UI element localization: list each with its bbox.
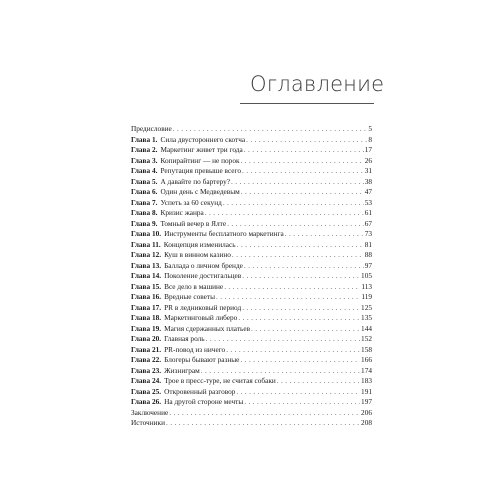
toc-page-number: 197 xyxy=(361,397,372,406)
toc-dot-leader xyxy=(251,324,360,335)
toc-chapter-number: Глава 25. xyxy=(131,386,162,396)
toc-chapter-title: Кризис жанра xyxy=(160,208,204,217)
toc-chapter-title: На другой стороне мечты xyxy=(164,397,244,406)
toc-chapter-title: Маркетинг живет три года xyxy=(160,145,243,154)
toc-dot-leader xyxy=(236,387,360,398)
table-of-contents xyxy=(131,124,372,429)
toc-page-number: 152 xyxy=(361,334,372,343)
toc-page-number: 119 xyxy=(361,292,372,301)
toc-page-number: 47 xyxy=(364,187,372,196)
toc-page-number: 97 xyxy=(364,260,372,270)
toc-page-number: 31 xyxy=(364,166,372,175)
toc-dot-leader xyxy=(173,124,368,135)
toc-dot-leader xyxy=(244,261,364,272)
toc-chapter-number: Глава 5. xyxy=(131,176,158,186)
toc-entry xyxy=(131,366,372,377)
toc-chapter-title: Магия сдержанных платьев xyxy=(164,323,251,333)
toc-entry xyxy=(131,387,372,398)
toc-chapter-title: Главная роль xyxy=(164,334,205,343)
toc-entry xyxy=(131,408,372,419)
toc-chapter-number: Глава 15. xyxy=(131,281,162,291)
toc-chapter-number: Глава 1. xyxy=(131,134,158,144)
toc-chapter-title: Откровенный разговор xyxy=(164,386,236,396)
toc-entry xyxy=(131,250,372,261)
toc-entry xyxy=(131,124,372,135)
toc-page-number: 208 xyxy=(361,418,372,427)
toc-page-number: 8 xyxy=(368,134,372,144)
toc-entry xyxy=(131,198,372,209)
toc-chapter-number: Глава 19. xyxy=(131,323,162,333)
toc-chapter-number: Глава 9. xyxy=(131,218,158,228)
toc-chapter-title: Сила двустороннего скотча xyxy=(160,134,246,144)
toc-dot-leader xyxy=(224,282,360,293)
toc-chapter-number: Глава 21. xyxy=(131,344,162,354)
toc-page-number: 17 xyxy=(364,145,372,154)
toc-dot-leader xyxy=(206,334,360,345)
toc-page-number: 174 xyxy=(361,365,372,375)
toc-chapter-number: Глава 4. xyxy=(131,166,158,175)
toc-chapter-title: А давайте по бартеру? xyxy=(160,176,230,186)
toc-dot-leader xyxy=(231,177,364,188)
toc-entry xyxy=(131,334,372,345)
toc-chapter-title: Один день с Медведевым xyxy=(160,187,240,196)
toc-chapter-number: Глава 7. xyxy=(131,197,158,207)
toc-entry xyxy=(131,208,372,219)
toc-page-number: 38 xyxy=(364,176,372,186)
toc-chapter-number: Глава 22. xyxy=(131,355,162,364)
toc-entry xyxy=(131,292,372,303)
toc-entry xyxy=(131,145,372,156)
toc-dot-leader xyxy=(241,156,364,167)
toc-chapter-title: Успеть за 60 секунд xyxy=(160,197,222,207)
toc-page-number: 191 xyxy=(361,386,372,396)
toc-dot-leader xyxy=(246,135,367,146)
toc-dot-leader xyxy=(277,376,360,387)
toc-chapter-title: Предисловие xyxy=(131,124,172,133)
toc-entry xyxy=(131,166,372,177)
toc-dot-leader xyxy=(285,229,364,240)
toc-page-number: 26 xyxy=(364,155,372,165)
toc-dot-leader xyxy=(169,408,360,419)
toc-page-number: 113 xyxy=(361,281,372,291)
toc-entry xyxy=(131,187,372,198)
toc-chapter-number: Глава 6. xyxy=(131,187,158,196)
toc-chapter-title: PR-повод из ничего xyxy=(164,344,226,354)
toc-entry xyxy=(131,345,372,356)
toc-dot-leader xyxy=(242,303,360,314)
toc-chapter-title: Томный вечер в Ялте xyxy=(160,218,227,228)
toc-chapter-title: Поколение достигальцев xyxy=(164,271,242,280)
toc-entry xyxy=(131,397,372,408)
toc-chapter-title: Все дело в машине xyxy=(164,281,224,291)
toc-chapter-number: Глава 23. xyxy=(131,365,162,375)
toc-entry xyxy=(131,418,372,429)
toc-page-number: 166 xyxy=(361,355,372,364)
toc-dot-leader xyxy=(238,313,360,324)
page-title: Оглавление xyxy=(250,72,385,96)
toc-chapter-title: Копирайтинг — не порок xyxy=(160,155,240,165)
toc-chapter-title: Источники xyxy=(131,418,165,427)
toc-entry xyxy=(131,324,372,335)
toc-dot-leader xyxy=(226,345,360,356)
toc-chapter-number: Глава 13. xyxy=(131,260,162,270)
toc-entry xyxy=(131,240,372,251)
toc-dot-leader xyxy=(232,250,364,261)
toc-entry xyxy=(131,376,372,387)
toc-page-number: 206 xyxy=(361,407,372,417)
toc-dot-leader xyxy=(242,271,360,282)
toc-page-number: 5 xyxy=(368,124,372,133)
title-underline xyxy=(240,103,374,104)
toc-dot-leader xyxy=(216,292,360,303)
toc-dot-leader xyxy=(205,208,364,219)
toc-dot-leader xyxy=(166,418,360,429)
toc-entry xyxy=(131,313,372,324)
toc-chapter-title: Концепция изменилась xyxy=(163,239,236,249)
toc-chapter-number: Глава 14. xyxy=(131,271,162,280)
toc-entry xyxy=(131,135,372,146)
toc-page-number: 125 xyxy=(361,302,372,312)
toc-chapter-title: Баллада о личном бренде xyxy=(164,260,243,270)
toc-page-number: 144 xyxy=(361,323,372,333)
toc-page-number: 81 xyxy=(364,239,372,249)
toc-entry xyxy=(131,177,372,188)
toc-entry xyxy=(131,219,372,230)
toc-chapter-number: Глава 17. xyxy=(131,302,162,312)
toc-chapter-title: Жизниграм xyxy=(164,365,200,375)
toc-page-number: 61 xyxy=(364,208,372,217)
toc-dot-leader xyxy=(240,355,360,366)
toc-dot-leader xyxy=(241,187,364,198)
toc-entry xyxy=(131,156,372,167)
toc-chapter-number: Глава 20. xyxy=(131,334,162,343)
toc-chapter-number: Глава 10. xyxy=(131,229,162,238)
toc-page-number: 105 xyxy=(361,271,372,280)
toc-page-number: 73 xyxy=(364,229,372,238)
toc-entry xyxy=(131,355,372,366)
toc-chapter-number: Глава 26. xyxy=(131,397,162,406)
toc-entry xyxy=(131,229,372,240)
toc-page-number: 67 xyxy=(364,218,372,228)
toc-chapter-title: Блогеры бывают разные xyxy=(164,355,240,364)
toc-chapter-title: PR в ледниковый период xyxy=(164,302,242,312)
toc-chapter-title: Маркетинговый либеро xyxy=(164,313,238,322)
toc-chapter-title: Репутация превыше всего xyxy=(160,166,241,175)
toc-chapter-title: Инструменты бесплатного маркетинга xyxy=(164,229,284,238)
toc-chapter-number: Глава 2. xyxy=(131,145,158,154)
toc-page-number: 135 xyxy=(361,313,372,322)
toc-dot-leader xyxy=(242,166,364,177)
toc-chapter-number: Глава 11. xyxy=(131,239,161,249)
toc-chapter-number: Глава 24. xyxy=(131,376,162,385)
toc-page-number: 88 xyxy=(364,250,372,259)
toc-chapter-number: Глава 8. xyxy=(131,208,158,217)
toc-chapter-number: Глава 18. xyxy=(131,313,162,322)
toc-dot-leader xyxy=(201,366,360,377)
toc-dot-leader xyxy=(244,145,364,156)
toc-dot-leader xyxy=(223,198,364,209)
toc-dot-leader xyxy=(237,240,364,251)
toc-chapter-title: Куш в винном казино xyxy=(164,250,231,259)
toc-chapter-number: Глава 3. xyxy=(131,155,158,165)
toc-page-number: 53 xyxy=(364,197,372,207)
toc-chapter-number: Глава 16. xyxy=(131,292,162,301)
toc-chapter-title: Вредные советы xyxy=(164,292,215,301)
toc-page-number: 183 xyxy=(361,376,372,385)
toc-chapter-title: Заключение xyxy=(131,407,169,417)
toc-entry xyxy=(131,271,372,282)
toc-entry xyxy=(131,261,372,272)
toc-chapter-title: Трое в пресс-туре, не считая собаки xyxy=(164,376,276,385)
toc-entry xyxy=(131,303,372,314)
toc-dot-leader xyxy=(244,397,360,408)
toc-entry xyxy=(131,282,372,293)
toc-page-number: 158 xyxy=(361,344,372,354)
toc-chapter-number: Глава 12. xyxy=(131,250,162,259)
toc-dot-leader xyxy=(227,219,364,230)
